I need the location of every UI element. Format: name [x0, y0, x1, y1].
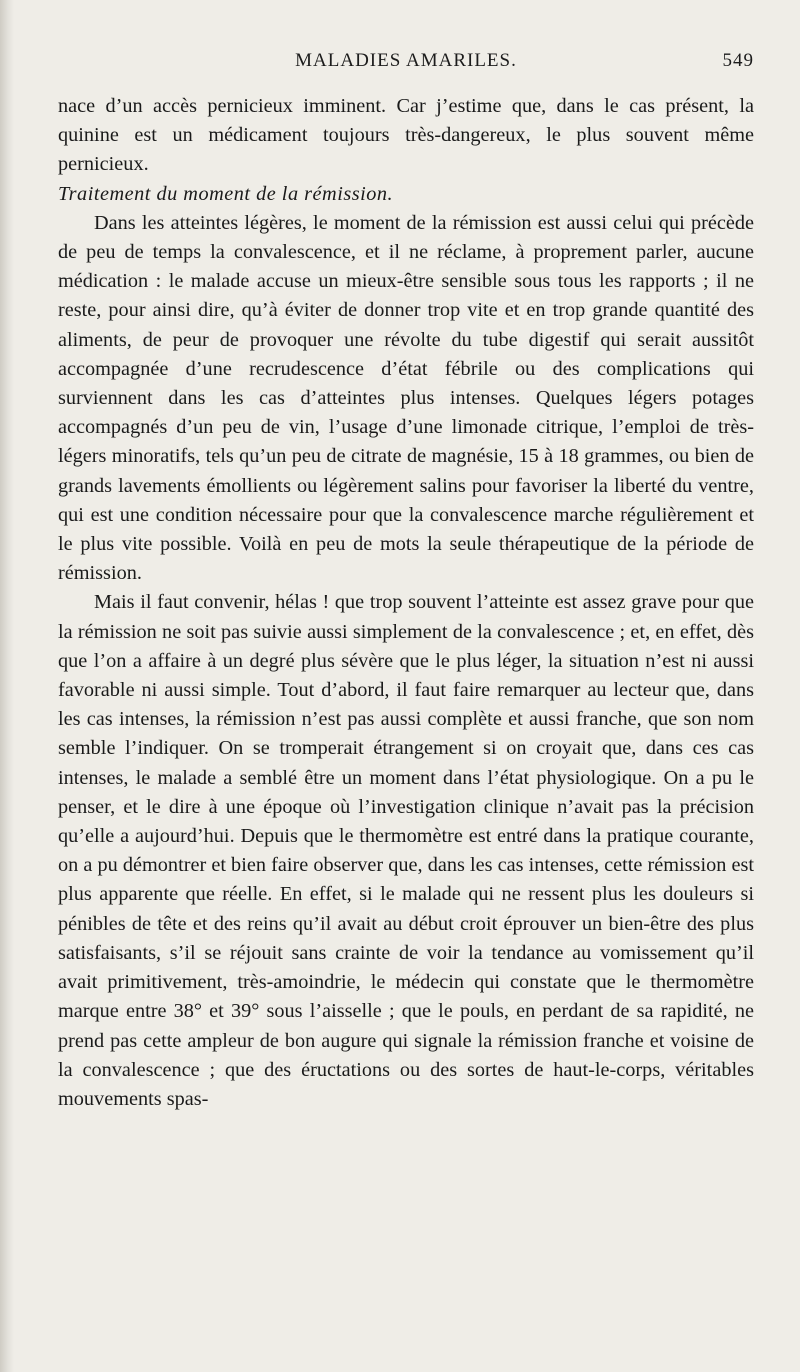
running-title: MALADIES AMARILES.: [295, 50, 517, 71]
body-text: [58, 92, 754, 1114]
paragraph-continuation: nace d’un accès pernicieux imminent. Car j’estime que, dans le cas présent, la quinine est un médicament toujours très-dangereux, le plus souvent même pernicieux.: [58, 95, 754, 176]
page-binding-shadow: [0, 0, 14, 1372]
page-number: 549: [722, 50, 754, 71]
section-heading: Traitement du moment de la rémission.: [58, 182, 394, 205]
paragraph-light-cases: Dans les atteintes légères, le moment de la rémission est aussi celui qui précède de peu de temps la convalescence, et il ne réclame, à proprement parler, aucune médication : le malade accuse un mieux-être sensible sous tous les rapports ; il ne reste, pour ainsi dire, qu’à éviter de donner trop vite et en trop grande quantité des aliments, de peur de provoquer une révolte du tube digestif qui serait aussitôt accompagnée d’une recrudescence d’état fébrile ou des complications qui surviennent dans les cas d’atteintes plus intenses. Quelques légers potages accompagnés d’un peu de vin, l’usage d’une limonade citrique, l’emploi de très-légers minoratifs, tels qu’un peu de citrate de magnésie, 15 à 18 grammes, ou bien de grands lavements émollients ou légèrement salins pour favoriser la liberté du ventre, qui est une condition nécessaire pour que la convalescence marche régulièrement et le plus vite possible. Voilà en peu de mots la seule thérapeutique de la période de rémission.: [58, 211, 754, 585]
paragraph-severe-cases: Mais il faut convenir, hélas ! que trop souvent l’atteinte est assez grave pour que la rémission ne soit pas suivie aussi simplement de la convalescence ; et, en effet, dès que l’on a affaire à un degré plus sévère que le plus léger, la situation n’est ni aussi favorable ni aussi simple. Tout d’abord, il faut faire remarquer au lecteur que, dans les cas intenses, la rémission n’est pas aussi complète et aussi franche, que son nom semble l’indiquer. On se tromperait étrangement si on croyait que, dans ces cas intenses, le malade a semblé être un moment dans l’état physiologique. On a pu le penser, et le dire à une époque où l’investigation clinique n’avait pas la précision qu’elle a aujourd’hui. Depuis que le thermomètre est entré dans la pratique courante, on a pu démontrer et bien faire observer que, dans les cas intenses, cette rémission est plus apparente que réelle. En effet, si le malade qui ne ressent plus les douleurs si pénibles de tête et des reins qu’il avait au début croit éprouver un bien-être des plus satisfaisants, s’il se réjouit sans crainte de voir la tendance au vomissement qu’il avait primitivement, très-amoindrie, le médecin qui constate que le thermomètre marque entre 38° et 39° sous l’aisselle ; que le pouls, en perdant de sa rapidité, ne prend pas cette ampleur de bon augure qui signale la rémission franche et voisine de la convalescence ; que des éructations ou des sortes de haut-le-corps, véritables mouvements spas-: [58, 591, 754, 1110]
running-head: [58, 50, 754, 76]
